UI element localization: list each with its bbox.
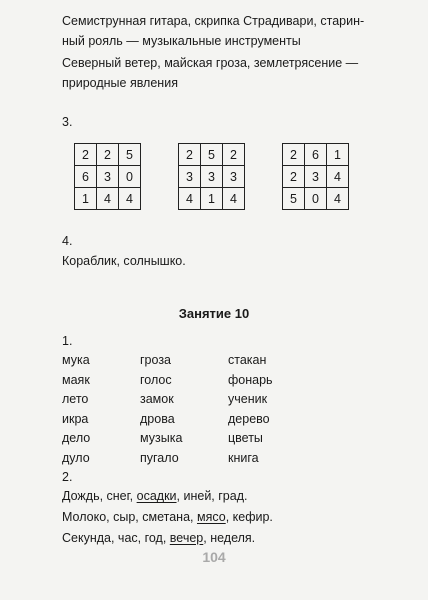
word-row [62,353,318,373]
exercise-number: 3. [62,115,73,129]
word: пугало [140,450,179,465]
word: маяк [62,372,90,387]
underlined-word: вечер [169,531,204,545]
grid-cell: 5 [283,188,305,210]
grid-cell: 2 [97,144,119,166]
grid-cell: 0 [119,166,141,188]
text-line: природные явления [62,76,178,90]
word: дело [62,431,91,445]
word-row [62,431,318,451]
grid-cell: 3 [97,166,119,188]
grid-cell: 4 [327,166,349,188]
text-fragment: , иней, град. [176,489,248,503]
grid-cell: 6 [305,144,327,166]
word: замок [140,392,174,406]
sentence-line [62,489,247,503]
lesson-title: Занятие 10 [178,306,250,321]
grid-cell: 2 [283,166,305,188]
word-columns [62,353,318,470]
word: книга [228,450,259,465]
grid-cell: 1 [75,188,97,210]
word: лето [62,392,89,406]
word-row [62,412,318,432]
grid-cell: 0 [305,188,327,210]
grid-cell: 3 [179,166,201,188]
word: дуло [62,450,90,465]
word-row [62,392,318,412]
word: гроза [140,353,172,367]
text-fragment: Молоко, сыр, сметана, [62,510,197,524]
word: стакан [228,353,267,367]
word: музыка [140,431,183,445]
number-grid-2 [178,143,245,210]
number-grid-1 [74,143,141,210]
word-row [62,373,318,393]
text-line: Семиструнная гитара, скрипка Страдивари, старин- [62,14,365,28]
grid-cell: 4 [97,188,119,210]
word: дрова [140,411,175,426]
text-line: Северный ветер, майская гроза, землетрясение — [62,56,359,70]
word: цветы [228,431,263,445]
word: дерево [228,411,270,426]
grid-cell: 4 [119,188,141,210]
grid-cell: 3 [305,166,327,188]
word: икра [62,411,89,426]
word: фонарь [228,372,273,387]
grid-cell: 2 [223,144,245,166]
exercise-number: 2. [62,470,73,484]
grid-cell: 4 [179,188,201,210]
grid-cell: 2 [283,144,305,166]
exercise-answer: Кораблик, солнышко. [62,254,186,268]
word: ученик [228,392,268,406]
grid-cell: 1 [201,188,223,210]
text-fragment: , кефир. [225,510,273,524]
text-fragment: Дождь, снег, [62,489,137,503]
grid-cell: 2 [75,144,97,166]
grid-cell: 1 [327,144,349,166]
text-line: ный рояль — музыкальные инструменты [62,34,301,48]
exercise-number: 4. [62,234,73,248]
word: голос [140,372,172,387]
text-fragment: Секунда, час, год, [62,531,170,545]
grid-cell: 4 [327,188,349,210]
grid-cell: 6 [75,166,97,188]
word-row [62,451,318,471]
number-grid-3 [282,143,349,210]
underlined-word: мясо [196,510,226,524]
page-number: 104 [202,549,226,565]
grid-cell: 5 [119,144,141,166]
underlined-word: осадки [136,489,177,503]
grid-cell: 5 [201,144,223,166]
grid-cell: 3 [223,166,245,188]
grid-cell: 2 [179,144,201,166]
exercise-number: 1. [62,334,73,348]
sentence-line [62,531,255,545]
grid-cell: 4 [223,188,245,210]
text-fragment: , неделя. [203,531,256,545]
grid-cell: 3 [201,166,223,188]
word: мука [62,353,90,367]
sentence-line [62,510,273,524]
